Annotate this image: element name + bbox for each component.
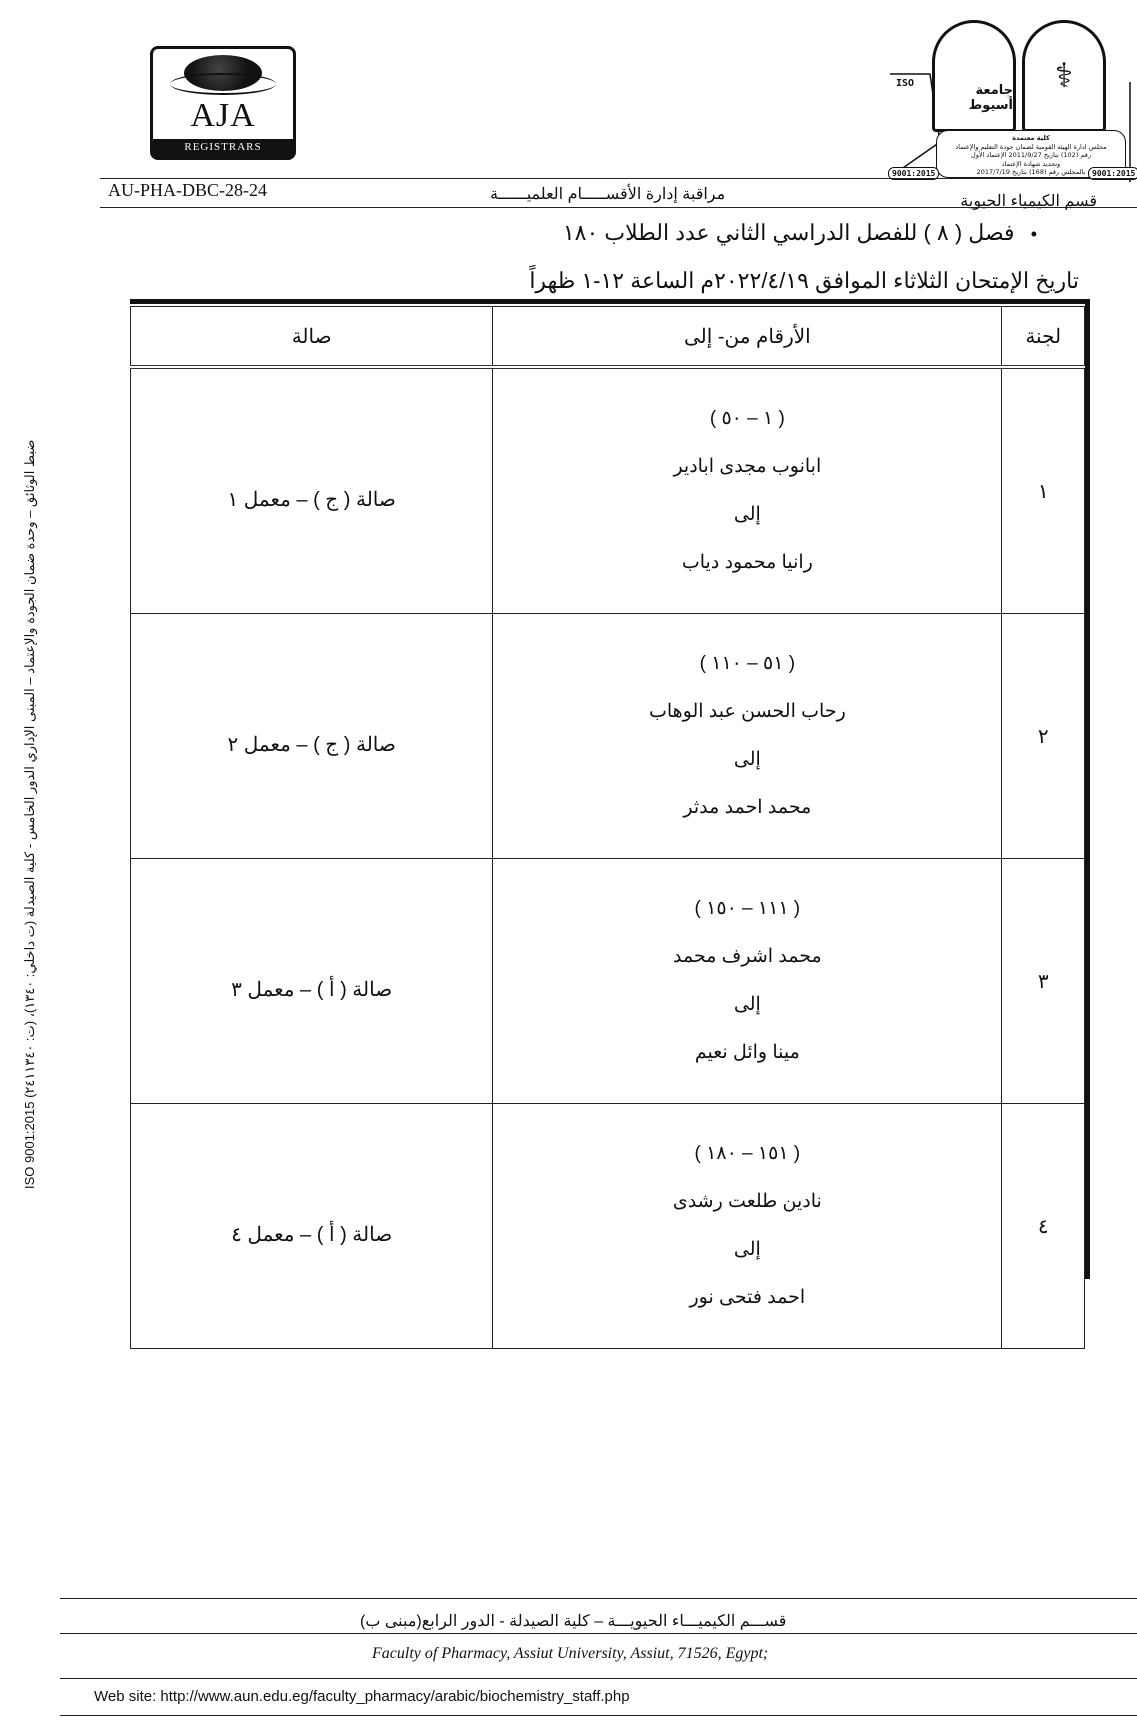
iso-number-left: 9001:2015 [888,167,939,180]
header-committee: لجنة [1002,307,1085,368]
hall-cell: صالة ( ج ) – معمل ١ [131,367,493,614]
caduceus-icon: ⚕ [1054,56,1074,96]
committee-number: ٤ [1002,1104,1085,1349]
header-range: الأرقام من- إلى [493,307,1002,368]
aja-registrars-logo [150,46,296,160]
footer-rule-1 [60,1598,1137,1599]
table-header-row [131,307,1085,368]
header-hall: صالة [131,307,493,368]
exam-committees-table [130,306,1085,1349]
range-from-name: محمد اشرف محمد [672,946,822,967]
range-to-name: احمد فتحى نور [689,1287,806,1308]
header-top-rule [100,178,1137,179]
iso-number-right: 9001:2015 [1088,167,1137,180]
student-range-cell [493,614,1002,859]
range-from-name: رحاب الحسن عبد الوهاب [648,701,846,722]
university-name-text: جامعة أسيوط [968,83,1013,113]
bullet-icon: • [1030,224,1037,244]
table-row [131,1104,1085,1349]
range-to-label: إلى [733,504,761,525]
accreditation-line: رقم (102) بتاريخ 2011/9/27 الإعتماد الأول [970,151,1092,159]
range-numbers: ( ١١١ – ١٥٠ ) [694,898,801,919]
document-code: AU-PHA-DBC-28-24 [108,180,267,200]
aja-logo-subtitle: REGISTRARS [153,139,293,157]
student-range-cell [493,859,1002,1104]
header-bottom-rule [100,207,1137,208]
range-numbers: ( ١ – ٥٠ ) [709,408,785,429]
range-to-label: إلى [733,994,761,1015]
range-from-name: ابانوب مجدى ابادير [673,456,822,477]
committee-number: ٣ [1002,859,1085,1104]
student-range-cell [493,367,1002,614]
hall-cell: صالة ( أ ) – معمل ٣ [131,859,493,1104]
range-numbers: ( ٥١ – ١١٠ ) [699,653,796,674]
range-to-label: إلى [733,749,761,770]
range-from-name: نادين طلعت رشدى [672,1191,822,1212]
footer-rule-4 [60,1715,1137,1716]
committee-number: ١ [1002,367,1085,614]
hall-cell: صالة ( أ ) – معمل ٤ [131,1104,493,1349]
assiut-university-arch [932,20,1016,132]
footer-rule-3 [60,1678,1137,1679]
globe-icon [184,55,262,91]
hall-cell: صالة ( ج ) – معمل ٢ [131,614,493,859]
range-to-name: محمد احمد مدثر [683,797,812,818]
range-to-label: إلى [733,1239,761,1260]
footer-website-link[interactable]: Web site: http://www.aun.edu.eg/faculty_pharmacy/arabic/biochemistry_staff.php [94,1688,630,1705]
footer-arabic-address: قســـم الكيميـــاء الحيويـــة – كلية الصيدلة - الدور الرابع(مبنى ب) [360,1613,787,1630]
footer-rule-2 [60,1633,1137,1634]
exam-date-line: تاريخ الإمتحان الثلاثاء الموافق ٢٠٢٢/٤/١٩م الساعة ١٢-١ ظهراً [529,268,1079,293]
aja-logo-text: AJA [190,97,256,134]
accreditation-line: مجلس ادارة الهيئة القومية لضمان جودة التعليم والإعتماد [955,142,1107,151]
office-name: مراقبة إدارة الأقســـــام العلميــــــة [490,186,726,203]
table-row [131,859,1085,1104]
student-range-cell [493,1104,1002,1349]
iso-label: ISO [896,78,915,89]
committee-number: ٢ [1002,614,1085,859]
range-to-name: مينا وائل نعيم [694,1042,800,1063]
class-info-line [563,220,1037,246]
footer-english-address: Faculty of Pharmacy, Assiut University, Assiut, 71526, Egypt; [372,1645,769,1662]
university-accreditation-logo [880,12,1137,187]
range-numbers: ( ١٥١ – ١٨٠ ) [694,1143,801,1164]
pharmacy-caduceus-arch [1022,20,1106,132]
table-row [131,614,1085,859]
table-row [131,367,1085,614]
accreditation-line: وتجديد شهادة الإعتماد [1001,159,1061,168]
document-control-side-note: ضبط الوثائق – وحدة ضمان الجودة والإعتماد – المبنى الإداري الدور الخامس - كلية الصيدلة (ت داخلي: ١٣٤٠)، (ت: ٢٤١١٣٤٠) ISO 9001:2015 [22,440,37,1190]
accreditation-line: كلية معتمدة [1012,134,1050,142]
range-to-name: رانيا محمود دياب [681,552,813,573]
class-info-text: فصل ( ٨ ) للفصل الدراسي الثاني عدد الطلاب ١٨٠ [562,220,1015,245]
accreditation-line: بالمجلس رقم (168) بتاريخ 2017/7/19 [976,168,1086,176]
department-name: قسم الكيمياء الحيوية [960,193,1097,210]
